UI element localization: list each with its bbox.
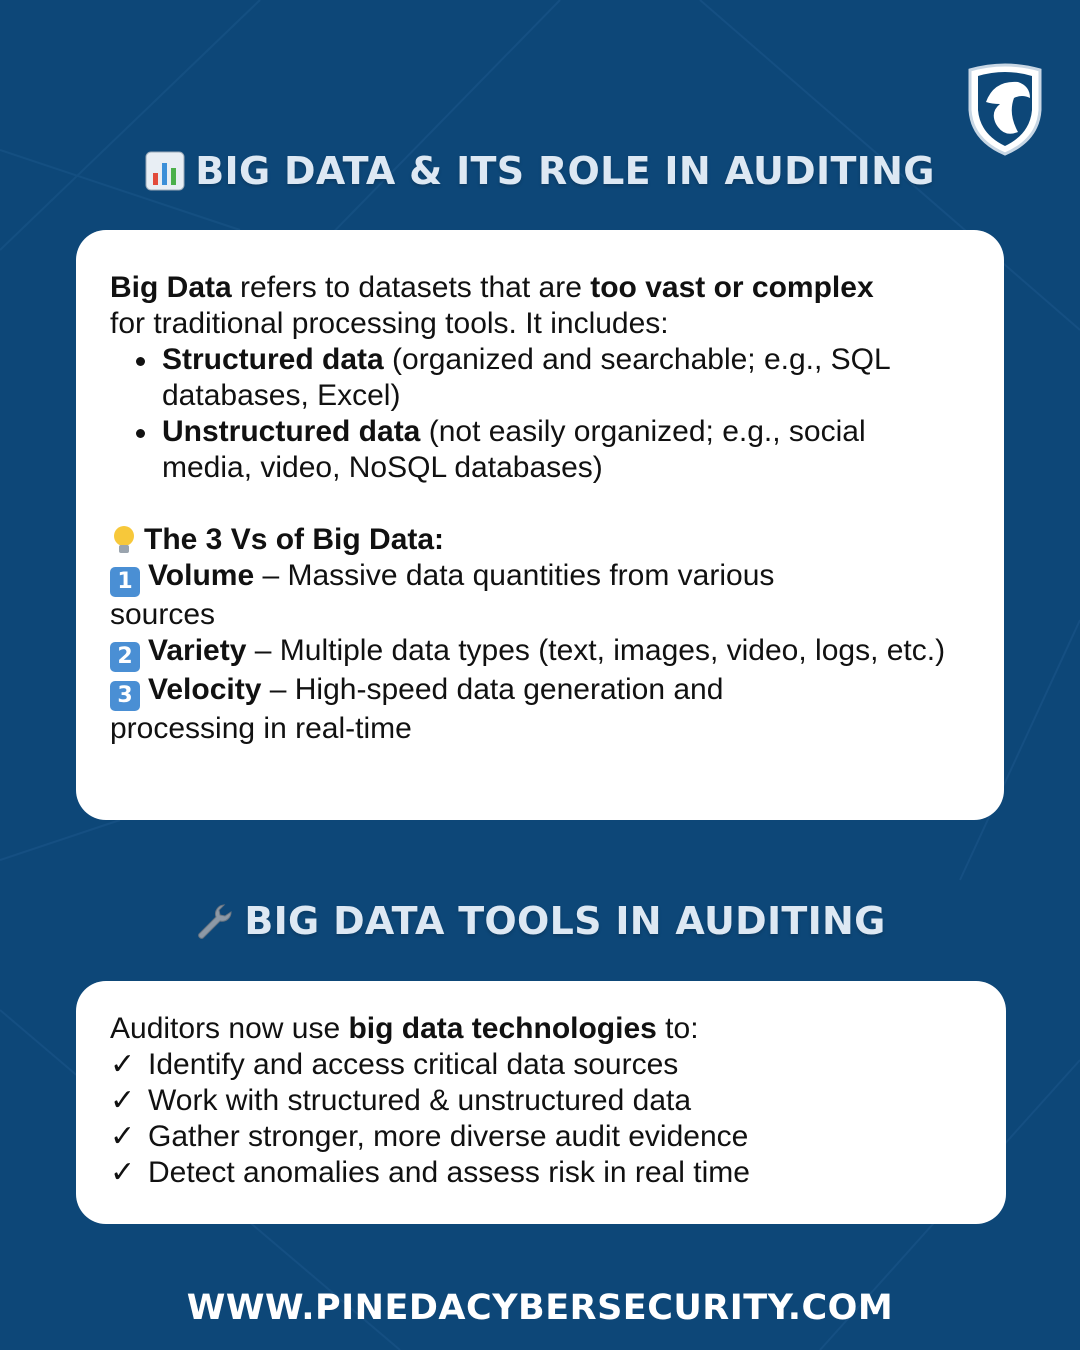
definition-line-2: for traditional processing tools. It includes:	[110, 307, 669, 340]
section-title-text: BIG DATA & ITS ROLE IN AUDITING	[195, 149, 935, 193]
tool-item-text: Identify and access critical data sources	[148, 1048, 679, 1081]
section-title-text: BIG DATA TOOLS IN AUDITING	[244, 899, 886, 943]
bullet-term: Unstructured data	[162, 415, 421, 448]
term-big-data: Big Data	[110, 271, 232, 304]
three-vs-heading	[110, 522, 970, 558]
v-text: – Massive data quantities from various sources	[110, 559, 775, 631]
list-item	[110, 1083, 972, 1119]
check-mark-icon: ✓	[110, 1119, 136, 1154]
section-title-big-data	[0, 148, 1080, 194]
list-item	[110, 1119, 972, 1155]
list-item	[162, 342, 962, 414]
v-item-variety	[110, 633, 968, 672]
section-title-tools	[0, 898, 1080, 944]
intro-emphasis: big data technologies	[348, 1012, 657, 1045]
tool-item-text: Gather stronger, more diverse audit evidence	[148, 1120, 749, 1153]
big-data-definition-card	[76, 230, 1004, 820]
definition-emphasis: too vast or complex	[590, 271, 874, 304]
v-term: Variety	[148, 634, 247, 667]
tools-intro	[110, 1011, 972, 1047]
bullet-text: (not easily organized; e.g., social media, video, NoSQL databases)	[162, 415, 866, 484]
tools-card	[76, 981, 1006, 1224]
v-text: – High-speed data generation and processing in real-time	[110, 673, 724, 745]
list-item	[162, 414, 952, 486]
check-mark-icon: ✓	[110, 1155, 136, 1190]
three-vs-title: The 3 Vs of Big Data:	[144, 523, 445, 556]
definition-line-1	[110, 270, 970, 306]
check-mark-icon: ✓	[110, 1083, 136, 1118]
website-url[interactable]: WWW.PINEDACYBERSECURITY.COM	[186, 1288, 894, 1328]
wrench-icon	[194, 901, 234, 941]
list-item	[110, 1155, 972, 1191]
tool-item-text: Work with structured & unstructured data	[148, 1084, 692, 1117]
check-mark-icon: ✓	[110, 1047, 136, 1082]
v-item-velocity	[110, 672, 830, 747]
v-text: – Multiple data types (text, images, video, logs, etc.)	[246, 634, 946, 667]
number-2-icon: 2	[110, 642, 140, 672]
v-term: Volume	[148, 559, 255, 592]
definition-text: refers to datasets that are	[231, 271, 591, 304]
bar-chart-icon	[145, 151, 185, 191]
light-bulb-icon	[110, 524, 138, 556]
list-item	[110, 1047, 972, 1083]
tool-item-text: Detect anomalies and assess risk in real time	[148, 1156, 750, 1189]
data-types-list	[110, 342, 970, 486]
number-3-icon: 3	[110, 681, 140, 711]
intro-text-end: to:	[656, 1012, 699, 1045]
number-1-icon: 1	[110, 567, 140, 597]
v-term: Velocity	[148, 673, 262, 706]
bullet-text: (organized and searchable; e.g., SQL databases, Excel)	[162, 343, 890, 412]
bullet-term: Structured data	[162, 343, 384, 376]
intro-text: Auditors now use	[110, 1012, 349, 1045]
v-item-volume	[110, 558, 870, 633]
eagle-shield-icon	[964, 62, 1046, 156]
